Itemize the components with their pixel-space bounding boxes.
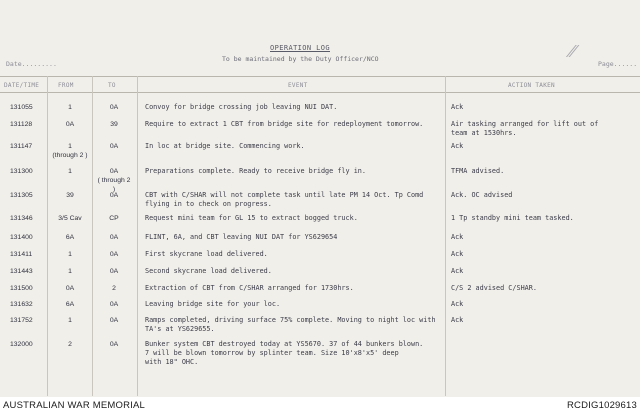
cell-dtg: 131300 [10,168,33,175]
cell-from-value: 39 [66,192,74,199]
cell-event: Leaving bridge site for your loc. [145,300,281,308]
cell-from [52,103,88,112]
cell-event: Preparations complete. Ready to receive bridge fly in. [145,167,366,175]
cell-from-value: 6A [65,234,75,241]
cell-action: Ack [451,103,464,111]
cell-dtg: 131752 [10,317,33,324]
cell-from [52,233,88,242]
cell-to [96,300,132,309]
cell-event: CBT with C/SHAR will not complete task until late PM 14 Oct. Tp Comd flying in to check on progress. [145,191,424,208]
column-header-to: TO [108,82,116,89]
cell-to [96,284,132,293]
cell-to-value: 0A [109,301,119,308]
cell-event: FLINT, 6A, and CBT leaving NUI DAT for YS629654 [145,233,338,241]
cell-to [96,167,132,194]
cell-to [96,340,132,349]
cell-to-value: 2 [112,285,116,292]
cell-dtg: 131305 [10,192,33,199]
cell-to-note: ( through 2 ) [97,177,131,193]
cell-action: 1 Tp standby mini team tasked. [451,214,574,222]
cell-to [96,103,132,112]
column-divider [445,76,446,396]
cell-from-value: 1 [68,317,72,324]
cell-dtg: 131632 [10,301,33,308]
page-field-label: Page...... [598,60,638,68]
cell-to-value: 0A [109,268,119,275]
cell-event: Require to extract 1 CBT from bridge site for redeployment tomorrow. [145,120,424,128]
column-divider [137,76,138,396]
cell-dtg: 131411 [10,251,33,258]
cell-from [52,340,88,349]
cell-event: Extraction of CBT from C/SHAR arranged for 1730hrs. [145,284,354,292]
cell-dtg: 131500 [10,285,33,292]
cell-from [52,167,88,176]
column-divider [92,76,93,396]
cell-dtg: 131055 [10,104,33,111]
cell-from-value: 1 [68,268,72,275]
cell-from-value: 1 [68,143,72,150]
cell-to-value: 0A [109,192,119,199]
cell-dtg: 132000 [10,341,33,348]
cell-from [52,250,88,259]
cell-event: In loc at bridge site. Commencing work. [145,142,305,150]
cell-event: Request mini team for GL 15 to extract bogged truck. [145,214,358,222]
cell-from-value: 0A [65,285,75,292]
cell-from-value: 1 [68,251,72,258]
cell-from [52,300,88,309]
cell-to-value: 0A [109,341,119,348]
cell-from-value: 1 [68,104,72,111]
cell-to [96,250,132,259]
cell-to [96,316,132,325]
cell-from [52,267,88,276]
cell-from [52,284,88,293]
cell-from [52,142,88,160]
cell-dtg: 131147 [10,143,33,150]
log-title: OPERATION LOG [270,44,330,52]
cell-to [96,142,132,151]
cell-action: Ack. OC advised [451,191,513,199]
column-divider [47,76,48,396]
cell-from [52,120,88,129]
cell-action: Ack [451,233,464,241]
cell-from-value: 1 [68,168,72,175]
column-header-event: EVENT [288,82,308,89]
date-field-label: Date......... [6,60,57,68]
cell-event: Bunker system CBT destroyed today at YS5670. 37 of 44 bunkers blown. 7 will be blown tomorrow by splinter team. Size 10'x8'x5' deep with 18" OHC. [145,340,424,366]
cell-to-value: 0A [109,143,119,150]
column-header-from: FROM [58,82,74,89]
cell-dtg: 131400 [10,234,33,241]
cell-from [52,316,88,325]
cell-to-value: 0A [109,168,119,175]
column-header-action: ACTION TAKEN [508,82,555,89]
cell-from-value: 6A [65,301,75,308]
cell-action: Ack [451,250,464,258]
cell-to-value: 39 [110,121,118,128]
cell-dtg: 131128 [10,121,33,128]
cell-to [96,191,132,200]
cell-event: First skycrane load delivered. [145,250,268,258]
cell-action: TFMA advised. [451,167,505,175]
cell-to [96,120,132,129]
cell-to [96,267,132,276]
pencil-mark-icon: ⁄⁄ [570,42,576,61]
cell-action: Ack [451,316,464,324]
cell-to-value: 0A [109,104,119,111]
cell-to-value: CP [109,215,119,222]
cell-event: Convoy for bridge crossing job leaving NUI DAT. [145,103,338,111]
footer-source: AUSTRALIAN WAR MEMORIAL [3,400,146,411]
cell-action: Ack [451,142,464,150]
cell-dtg: 131346 [10,215,33,222]
cell-from-value: 0A [65,121,75,128]
cell-action: Ack [451,300,464,308]
cell-to-value: 0A [109,251,119,258]
column-header-dtg: DATE/TIME [4,82,40,89]
header-bottom-rule [0,92,640,93]
cell-from-value: 2 [68,341,72,348]
footer-record-id: RCDIG1029613 [567,400,637,411]
log-subtitle: To be maintained by the Duty Officer/NCO [222,55,379,63]
cell-from-value: 3/5 Cav [58,215,82,222]
cell-event: Second skycrane load delivered. [145,267,272,275]
cell-action: Ack [451,267,464,275]
cell-dtg: 131443 [10,268,33,275]
cell-to [96,214,132,223]
cell-to-value: 0A [109,317,119,324]
cell-from-note: (through 2 ) [52,152,88,159]
cell-from [52,191,88,200]
cell-event: Ramps completed, driving surface 75% complete. Moving to night loc with TA's at YS629655. [145,316,436,333]
cell-to [96,233,132,242]
cell-from [52,214,88,223]
cell-action: C/S 2 advised C/SHAR. [451,284,537,292]
cell-action: Air tasking arranged for lift out of team at 1530hrs. [451,120,599,137]
cell-to-value: 0A [109,234,119,241]
table-top-rule [0,76,640,77]
